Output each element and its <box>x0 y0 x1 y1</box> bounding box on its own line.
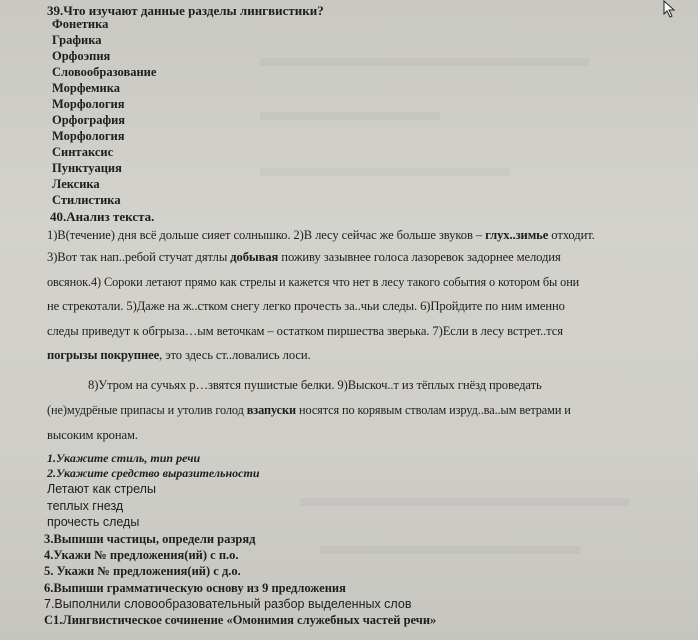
term-grafika: Графика <box>52 33 102 47</box>
show-through-line <box>320 546 580 554</box>
mouse-cursor-icon <box>662 0 678 18</box>
term-leksika: Лексика <box>52 177 100 191</box>
task-5: 5. Укажи № предложения(ий) с д.о. <box>44 564 241 578</box>
term-fonetika: Фонетика <box>52 17 109 31</box>
text-run: отходит. <box>548 228 595 242</box>
show-through-line <box>260 168 510 176</box>
highlighted-word: взапуски <box>246 403 297 417</box>
term-morfologiya-2: Морфология <box>52 129 125 143</box>
text-line-2 <box>47 250 561 265</box>
text-run: 3)Вот так нап..ребой стучат дятлы <box>47 250 231 264</box>
answer-line-2: теплых гнезд <box>47 499 124 513</box>
term-slovoobrazovanie: Словообразование <box>52 65 157 79</box>
task-1: 1.Укажите стиль, тип речи <box>47 451 201 465</box>
text-line-1 <box>47 228 595 243</box>
answer-line-3: прочесть следы <box>47 515 140 529</box>
answer-line-1: Летают как стрелы <box>47 482 156 496</box>
term-punktuaciya: Пунктуация <box>52 161 122 175</box>
text-line-6 <box>47 348 311 363</box>
task-c1: С1.Лингвистическое сочинение «Омонимия служебных частей речи» <box>44 613 437 627</box>
term-sintaksis: Синтаксис <box>52 145 114 159</box>
text-run: носятся по корявым стволам изруд..ва..ым ветрами и <box>296 403 571 417</box>
text-line-9: высоким кронам. <box>47 428 138 442</box>
show-through-line <box>260 112 440 120</box>
highlighted-word: погрызы покрупнее <box>47 348 160 362</box>
highlighted-word: глух..зимье <box>485 228 549 242</box>
q40-heading: 40.Анализ текста. <box>50 209 155 224</box>
show-through-line <box>300 498 630 506</box>
task-2: 2.Укажите средство выразительности <box>47 466 260 480</box>
task-7: 7.Выполнили словообразовательный разбор выделенных слов <box>44 597 412 611</box>
text-run: 1)В(течение) дня всё дольше сияет солнышко. 2)В лесу сейчас же больше звуков – <box>47 228 486 242</box>
term-morfemika: Морфемика <box>52 81 121 95</box>
text-line-4: не стрекотали. 5)Даже на ж..стком снегу легко прочесть за..чьи следы. 6)Пройдите по ним именно <box>47 299 565 313</box>
text-run: , это здесь ст..ловались лоси. <box>159 348 311 362</box>
term-orfoepiya: Орфоэпия <box>52 49 111 63</box>
text-run: поживу зазывнее голоса лазоревок задорнее мелодия <box>278 250 561 264</box>
task-3: 3.Выпиши частицы, определи разряд <box>44 532 256 546</box>
text-line-7: 8)Утром на сучьях р…звятся пушистые белки. 9)Выскоч..т из тёплых гнёзд проведать <box>88 378 542 392</box>
text-line-8 <box>47 403 571 418</box>
task-6: 6.Выпиши грамматическую основу из 9 предложения <box>44 581 346 595</box>
highlighted-word: добывая <box>230 250 279 264</box>
task-4: 4.Укажи № предложения(ий) с п.о. <box>44 548 239 562</box>
show-through-line <box>260 58 590 66</box>
text-line-5: следы приведут к обгрыза…ым веточкам – остатком пиршества зверька. 7)Если в лесу встрет..тся <box>47 324 563 338</box>
term-stilistika: Стилистика <box>52 193 121 207</box>
q39-heading: 39.Что изучают данные разделы лингвистики? <box>47 3 324 18</box>
text-run: (не)мудрёные припасы и утолив голод <box>47 403 247 417</box>
term-orfografiya: Орфография <box>52 113 126 127</box>
text-line-3: овсянок.4) Сороки летают прямо как стрелы и кажется что нет в лесу такого события о котором бы они <box>47 275 580 289</box>
term-morfologiya: Морфология <box>52 97 125 111</box>
